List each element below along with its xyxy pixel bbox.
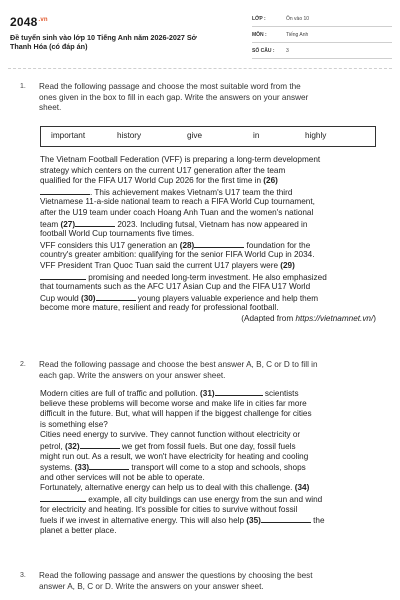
question-2	[20, 360, 380, 381]
passage-1: The Vietnam Football Federation (VFF) is preparing a long-term development strategy which centers on the current U17 generation after the team qualified for the FIFA U17 World Cup 2026 for the first time in (26) . This achievement makes Vietnam's U17 team the third Vietnamese 11-a-side national team to reach a FIFA World Cup tournament, after the U19 team under coach Hoang Anh Tuan and the women's national team (27) 2023. Including futsal, Vietnam has now appeared in football World Cup tournaments five times. VFF considers this U17 generation an (28) foundation for the country's greater ambition: qualifying for the senior FIFA World Cup in 2034. VFF President Tran Quoc Tuan said the current U17 players were (29) promising and needed long-term investment. He also emphasized that tournaments such as the AFC U17 Asian Cup and the FIFA U17 World Cup would (30) young players valuable experience and help them become more mature, resilient and ready for professional football. (Adapted from https://vietnamnet.vn/)	[40, 155, 376, 323]
question-3	[20, 571, 380, 592]
blank-29[interactable]	[40, 272, 86, 280]
word-box-item: important	[51, 131, 86, 140]
blank-31[interactable]	[215, 388, 263, 396]
meta-row-subject: MÔN : Tiếng Anh	[252, 30, 392, 43]
document-meta	[252, 14, 392, 62]
blank-28[interactable]	[194, 240, 244, 248]
gap-32: (32)	[65, 441, 80, 451]
document-header	[0, 0, 400, 66]
blank-26[interactable]	[40, 187, 90, 195]
blank-32[interactable]	[80, 441, 120, 449]
passage-source: (Adapted from https://vietnamnet.vn/)	[241, 313, 376, 323]
question-number: 3.	[20, 572, 26, 579]
gap-26: (26)	[263, 176, 278, 186]
passage-2: Modern cities are full of traffic and pollution. (31) scientists believe these problems will become worse and make life in cities far more difficult in the future. But, what will happen if the biggest challenge for cities is something else? Cities need energy to survive. They cannot function without electricity or petrol, (32) we get from fossil fuels. But one day, fossil fuels might run out. As a result, we won't have electricity for heating and cooling systems. (33) transport will come to a stop and schools, shops and other services will not be able to operate. Fortunately, alternative energy can help us to deal with this challenge. (34) example, all city buildings can use energy from the sun and wind for electricity and heating. It's possible for cities to survive without fossil fuels if we invest in alternative energy. This will also help (35) the planet a better place.	[40, 389, 325, 535]
question-instruction: Read the following passage and choose the best answer A, B, C or D to fill in each gap. Write the answers on your answer sheet.	[39, 360, 318, 380]
gap-30: (30)	[80, 293, 96, 303]
gap-31: (31)	[200, 389, 215, 398]
meta-row-class: LỚP : Ôn vào 10	[252, 14, 392, 27]
word-box-item: give	[187, 131, 203, 140]
blank-27[interactable]	[75, 219, 115, 227]
question-instruction: Read the following passage and answer the questions by choosing the best answer A, B, C or D. Write the answers on your answer sheet.	[39, 571, 313, 591]
gap-29: (29)	[280, 260, 295, 270]
document-title: Đề tuyển sinh vào lớp 10 Tiếng Anh năm 2026-2027 Sở Thanh Hóa (có đáp án)	[10, 33, 197, 52]
word-box-item: history	[117, 131, 142, 140]
question-number: 2.	[20, 361, 26, 368]
source-link[interactable]: https://vietnamnet.vn/	[295, 313, 374, 323]
question-number: 1.	[20, 83, 26, 90]
gap-34: (34)	[294, 483, 310, 493]
word-box	[40, 126, 376, 147]
gap-28: (28)	[179, 240, 195, 250]
question-instruction: Read the following passage and choose the most suitable word from the ones given in the box to fill in each gap. Write the answers on your answer sheet.	[39, 82, 309, 113]
gap-27: (27)	[60, 219, 76, 229]
blank-30[interactable]	[96, 293, 136, 301]
site-logo[interactable]: $2048^{.vn}$	[10, 15, 48, 29]
header-divider	[8, 68, 392, 69]
word-box-item: highly	[305, 131, 327, 140]
blank-35[interactable]	[261, 515, 311, 523]
gap-33: (33)	[74, 463, 90, 473]
question-1	[20, 82, 380, 114]
meta-row-question-count: SỐ CÂU : 3	[252, 46, 392, 59]
blank-34[interactable]	[40, 494, 86, 502]
blank-33[interactable]	[89, 462, 129, 470]
gap-35: (35)	[246, 516, 261, 526]
word-box-item: in	[253, 131, 260, 140]
